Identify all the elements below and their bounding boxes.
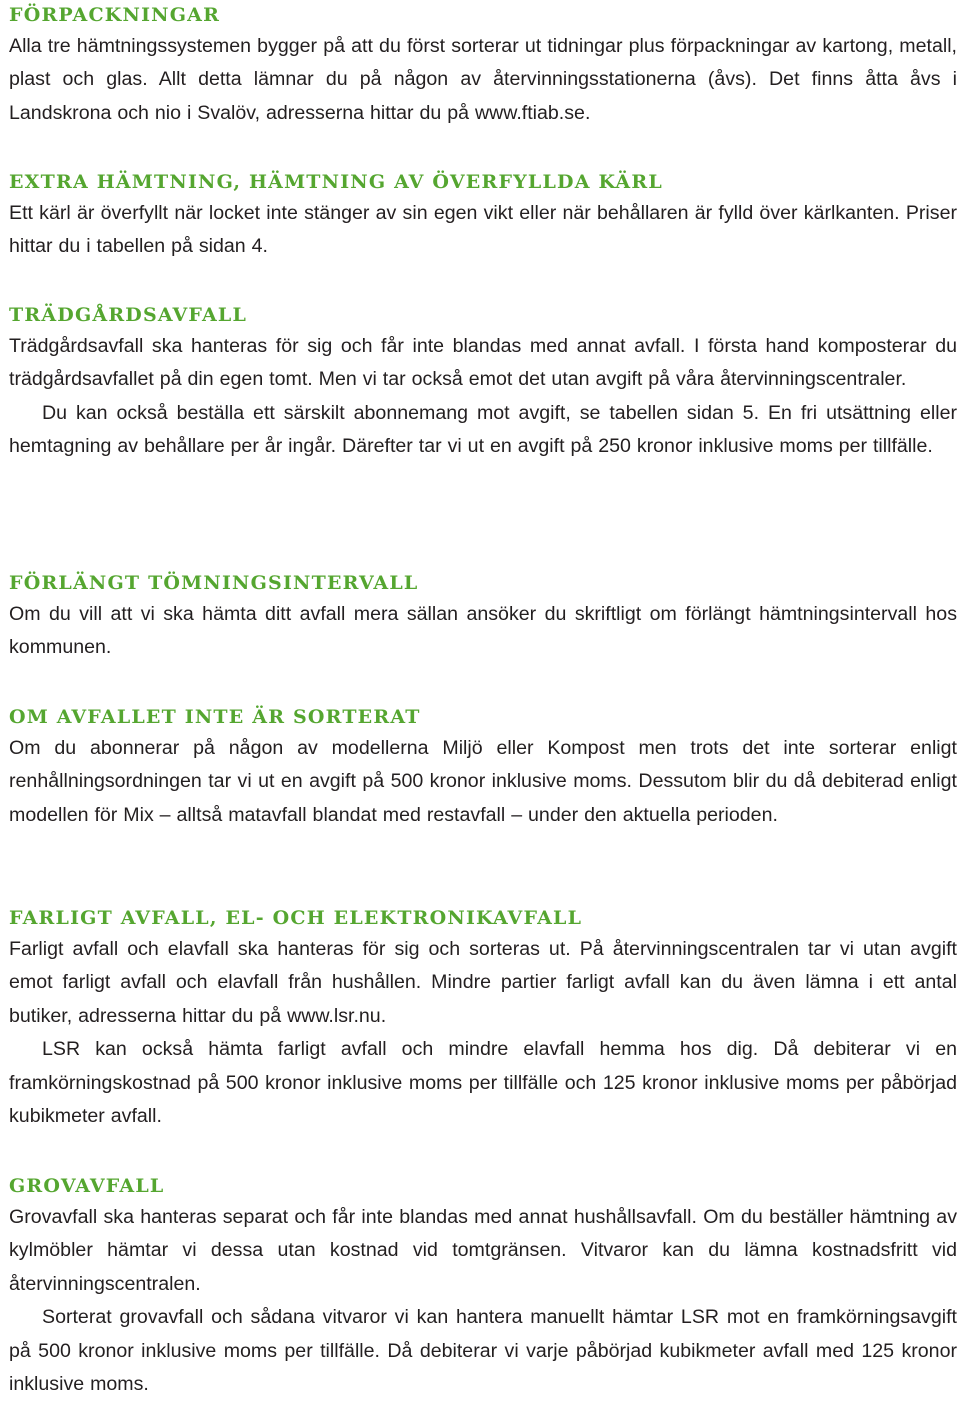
- section-farligt-avfall: [9, 906, 957, 1133]
- section-om-avfallet-inte-ar-sorterat: [9, 705, 957, 832]
- section-heading: OM AVFALLET INTE ÄR SORTERAT: [9, 706, 421, 728]
- paragraph: Om du abonnerar på någon av modellerna Miljö eller Kompost men trots det inte sorterar enligt renhållningsordningen tar vi ut en avgift på 500 kronor inklusive moms. Dessutom blir du då debiterad enligt modellen för Mix – alltså matavfall blandat med restavfall – under den aktuella perioden.: [9, 737, 957, 826]
- section-heading: FARLIGT AVFALL, EL- OCH ELEKTRONIKAVFALL: [9, 907, 583, 929]
- section-heading: EXTRA HÄMTNING, HÄMTNING AV ÖVERFYLLDA KÄRL: [9, 171, 663, 193]
- section-extra-hamtning: [9, 170, 957, 264]
- paragraph: Du kan också beställa ett särskilt abonnemang mot avgift, se tabellen sidan 5. En fri utsättning eller hemtagning av behållare per år ingår. Därefter tar vi ut en avgift på 250 kronor inklusive moms per tillfälle.: [9, 401, 957, 458]
- paragraph: Grovavfall ska hanteras separat och får inte blandas med annat hushållsavfall. Om du beställer hämtning av kylmöbler hämtar vi dessa utan kostnad vid tomtgränsen. Vitvaror kan du lämna kostnadsfritt vid återvinningscentralen.: [9, 1206, 957, 1295]
- section-forpackningar: [9, 3, 957, 130]
- section-forlangt-tomningsintervall: [9, 571, 957, 665]
- section-heading: FÖRPACKNINGAR: [9, 4, 221, 26]
- paragraph: Sorterat grovavfall och sådana vitvaror vi kan hantera manuellt hämtar LSR mot en framkörningsavgift på 500 kronor inklusive moms per tillfälle. Då debiterar vi varje påbörjad kubikmeter avfall med 125 kronor inklusive moms.: [9, 1306, 957, 1396]
- section-tradgardsavfall: [9, 303, 957, 464]
- paragraph: Alla tre hämtningssystemen bygger på att du först sorterar ut tidningar plus förpackningar av kartong, metall, plast och glas. Allt detta lämnar du på någon av återvinningsstationerna (åvs). Det finns åtta åvs i Landskrona och nio i Svalöv, adresserna hittar du på www.ftiab.se.: [9, 35, 957, 124]
- section-heading: TRÄDGÅRDSAVFALL: [9, 304, 248, 326]
- paragraph: Ett kärl är överfyllt när locket inte stänger av sin egen vikt eller när behållaren är fylld över kärlkanten. Priser hittar du i tabellen på sidan 4.: [9, 202, 957, 258]
- paragraph: Farligt avfall och elavfall ska hanteras för sig och sorteras ut. På återvinningscentralen tar vi utan avgift emot farligt avfall och elavfall från hushållen. Mindre partier farligt avfall kan du även lämna i ett antal butiker, adresserna hittar du på www.lsr.nu.: [9, 938, 957, 1027]
- section-heading: FÖRLÄNGT TÖMNINGSINTERVALL: [9, 572, 419, 594]
- paragraph: Om du vill att vi ska hämta ditt avfall mera sällan ansöker du skriftligt om förlängt hämtningsintervall hos kommunen.: [9, 603, 957, 659]
- section-grovavfall: [9, 1174, 957, 1401]
- section-heading: GROVAVFALL: [9, 1175, 165, 1197]
- paragraph: LSR kan också hämta farligt avfall och mindre elavfall hemma hos dig. Då debiterar vi en framkörningskostnad på 500 kronor inklusive moms per tillfälle och 125 kronor inklusive moms per påbörjad kubikmeter avfall.: [9, 1038, 957, 1128]
- paragraph: Trädgårdsavfall ska hanteras för sig och får inte blandas med annat avfall. I första hand komposterar du trädgårdsavfallet på din egen tomt. Men vi tar också emot det utan avgift på våra återvinningscentraler.: [9, 335, 957, 391]
